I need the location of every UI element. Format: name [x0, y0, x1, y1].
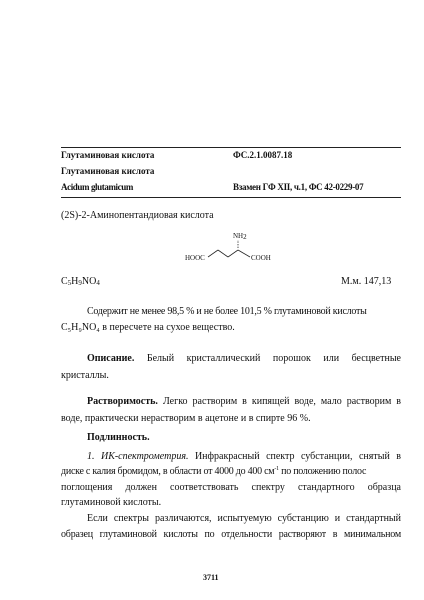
header-rule-bottom	[61, 197, 401, 198]
header-replaces: Взамен ГФ XII, ч.1, ФС 42-0229-07	[233, 182, 364, 192]
ir-line-2: диске с калия бромидом, в области от 4000 до 400 $см^{-1}$ по положению полос	[61, 466, 367, 477]
header-title-ru-2: Глутаминовая кислота	[61, 166, 155, 176]
content-line-2: C₅H₉NO₄ в пересчете на сухое вещество.	[61, 322, 235, 333]
spectra-line-2: образец глутаминовой кислоты по отдельности растворяют в минимальном	[61, 529, 401, 540]
ir-label: ИК-спектрометрия.	[100, 451, 189, 462]
content-line-1: Содержит не менее 98,5 % и не более 101,5 % глутаминовой кислоты	[87, 306, 367, 317]
solubility-label: Растворимость.	[87, 396, 158, 407]
structural-formula	[180, 226, 280, 268]
spectra-line-1: Если спектры различаются, испытуемую субстанцию и стандартный	[87, 513, 401, 524]
description-text: Белый кристаллический порошок или бесцветные	[146, 353, 401, 364]
description-line-1	[61, 353, 401, 365]
structure-nh2-label: $NH_2$	[233, 232, 247, 241]
solubility-line-1	[61, 396, 401, 408]
description-line-2: кристаллы.	[61, 370, 109, 381]
ir-line-4: глутаминовой кислоты.	[61, 497, 162, 508]
ir-line-1: 1. ИК-спектрометрия. Инфракрасный спектр субстанции, снятый в	[87, 451, 402, 462]
header-title-ru: Глутаминовая кислота	[61, 150, 155, 160]
header-title-latin: Acidum glutamicum	[61, 182, 133, 192]
header-doc-code: ФС.2.1.0087.18	[233, 150, 293, 160]
page-number: 3711	[203, 573, 219, 582]
identity-heading: Подлинность.	[87, 432, 150, 443]
solubility-line-2: воде, практически нерастворим в ацетоне и в спирте 96 %.	[61, 413, 311, 424]
content-formula: C₅H₉NO₄	[61, 322, 100, 333]
ir-line-3: поглощения должен соответствовать спектру стандартного образца	[61, 482, 401, 493]
structure-left-group: HOOC	[185, 254, 205, 262]
molecular-formula: $C_5H_9NO_4$	[61, 276, 100, 287]
chemical-name: (2S)-2-Аминопентандиовая кислота	[61, 210, 214, 221]
ir-number: 1.	[87, 451, 95, 462]
structure-right-group: COOH	[251, 254, 271, 262]
solubility-text: Легко растворим в кипящей воде, мало растворим в	[162, 396, 402, 407]
header-rule-top	[61, 147, 401, 148]
description-label: Описание.	[87, 353, 135, 364]
molar-mass: М.м. 147,13	[341, 276, 392, 287]
